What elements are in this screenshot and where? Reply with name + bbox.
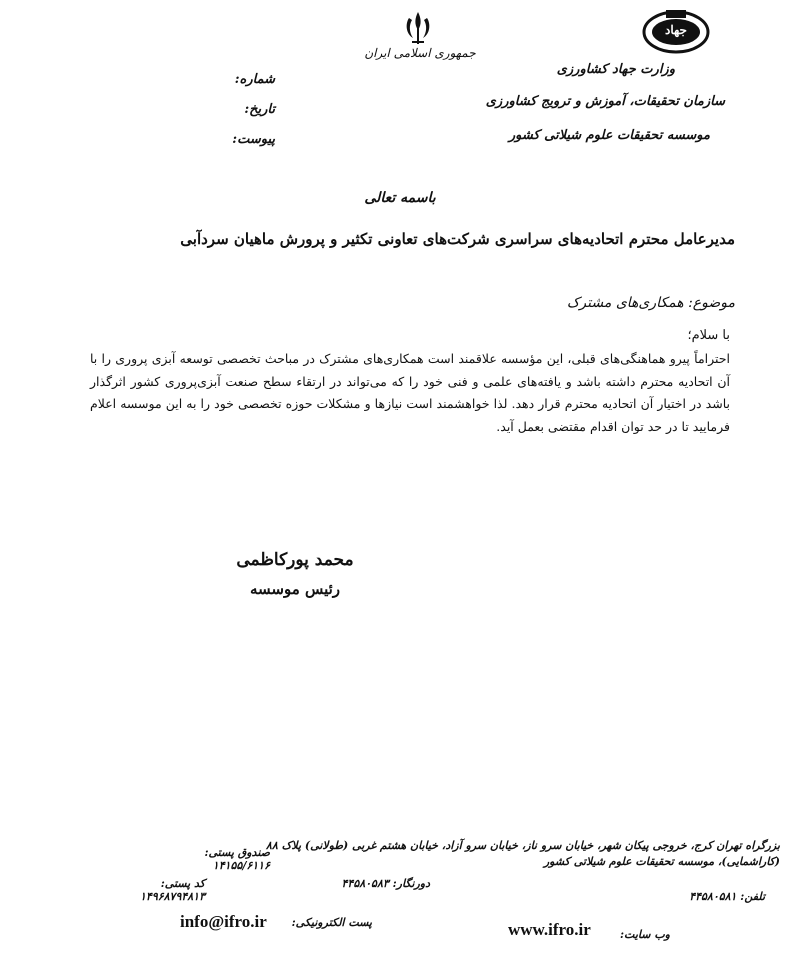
footer-postal-code: کد پستی: ۱۴۹۶۸۷۹۴۸۱۳ bbox=[140, 877, 205, 903]
org-institute: موسسه تحقیقات علوم شیلاتی کشور bbox=[508, 128, 710, 143]
footer-phone: تلفن: ۴۴۵۸۰۵۸۱ bbox=[689, 890, 765, 903]
signature-title: رئیس موسسه bbox=[249, 580, 341, 598]
recipient-line: مدیرعامل محترم اتحادیه‌های سراسری شرکت‌های تعاونی تکثیر و پرورش ماهیان سردآبی bbox=[180, 230, 735, 248]
footer-fax: دورنگار: ۴۴۵۸۰۵۸۳ bbox=[341, 877, 430, 890]
website-label: وب سایت: bbox=[620, 928, 670, 941]
logo-text: جهاد bbox=[665, 23, 687, 37]
basmala: باسمه تعالی bbox=[364, 190, 436, 206]
letter-body: احتراماً پیرو هماهنگی‌های قبلی، این مؤسسه علاقمند است همکاری‌های مشترک در مباحث تخصصی توسعه آبزی پروری را با آن اتحادیه محترم داشته باشد و یافته‌های علمی و فنی خود را که می‌تواند در ارتقاء سطح صنعت آبزی‌پروری کشور اثرگذار باشد در اختیار آن اتحادیه محترم قرار دهد. لذا خواهشمند است نیازها و مشکلات حوزه تخصصی خود را به این موسسه اعلام فرمایید تا در حد توان اقدام مقتضی بعمل آید. bbox=[90, 351, 730, 434]
org-ministry: وزارت جهاد کشاورزی bbox=[556, 62, 675, 77]
iran-emblem-icon bbox=[398, 8, 438, 48]
email-label: پست الکترونیکی: bbox=[291, 916, 372, 929]
website-link[interactable]: www.ifro.ir bbox=[508, 920, 591, 939]
jahad-logo bbox=[640, 6, 712, 56]
date-label: تاریخ: bbox=[244, 102, 275, 117]
subject-line: موضوع: همکاری‌های مشترک bbox=[566, 295, 735, 311]
footer-pobox: صندوق پستی: ۱۴۱۵۵/۶۱۱۶ bbox=[204, 846, 270, 872]
org-organization: سازمان تحقیقات، آموزش و ترویج کشاورزی bbox=[485, 94, 725, 109]
greeting: با سلام؛ bbox=[687, 328, 730, 343]
country-name: جمهوری اسلامی ایران bbox=[364, 46, 476, 60]
number-label: شماره: bbox=[234, 72, 275, 87]
attachment-label: پیوست: bbox=[232, 132, 275, 147]
footer-address: بزرگراه تهران کرج، خروجی پیکان شهر، خیابان سرو ناز، خیابان سرو آزاد، خیابان هشتم غربی (طولانی) پلاک ۸۸ (کاراشمایی)، موسسه تحقیقات علوم شیلاتی کشور bbox=[265, 839, 780, 868]
email-link[interactable]: info@ifro.ir bbox=[180, 912, 267, 931]
signature-name: محمد پورکاظمی bbox=[236, 550, 354, 570]
